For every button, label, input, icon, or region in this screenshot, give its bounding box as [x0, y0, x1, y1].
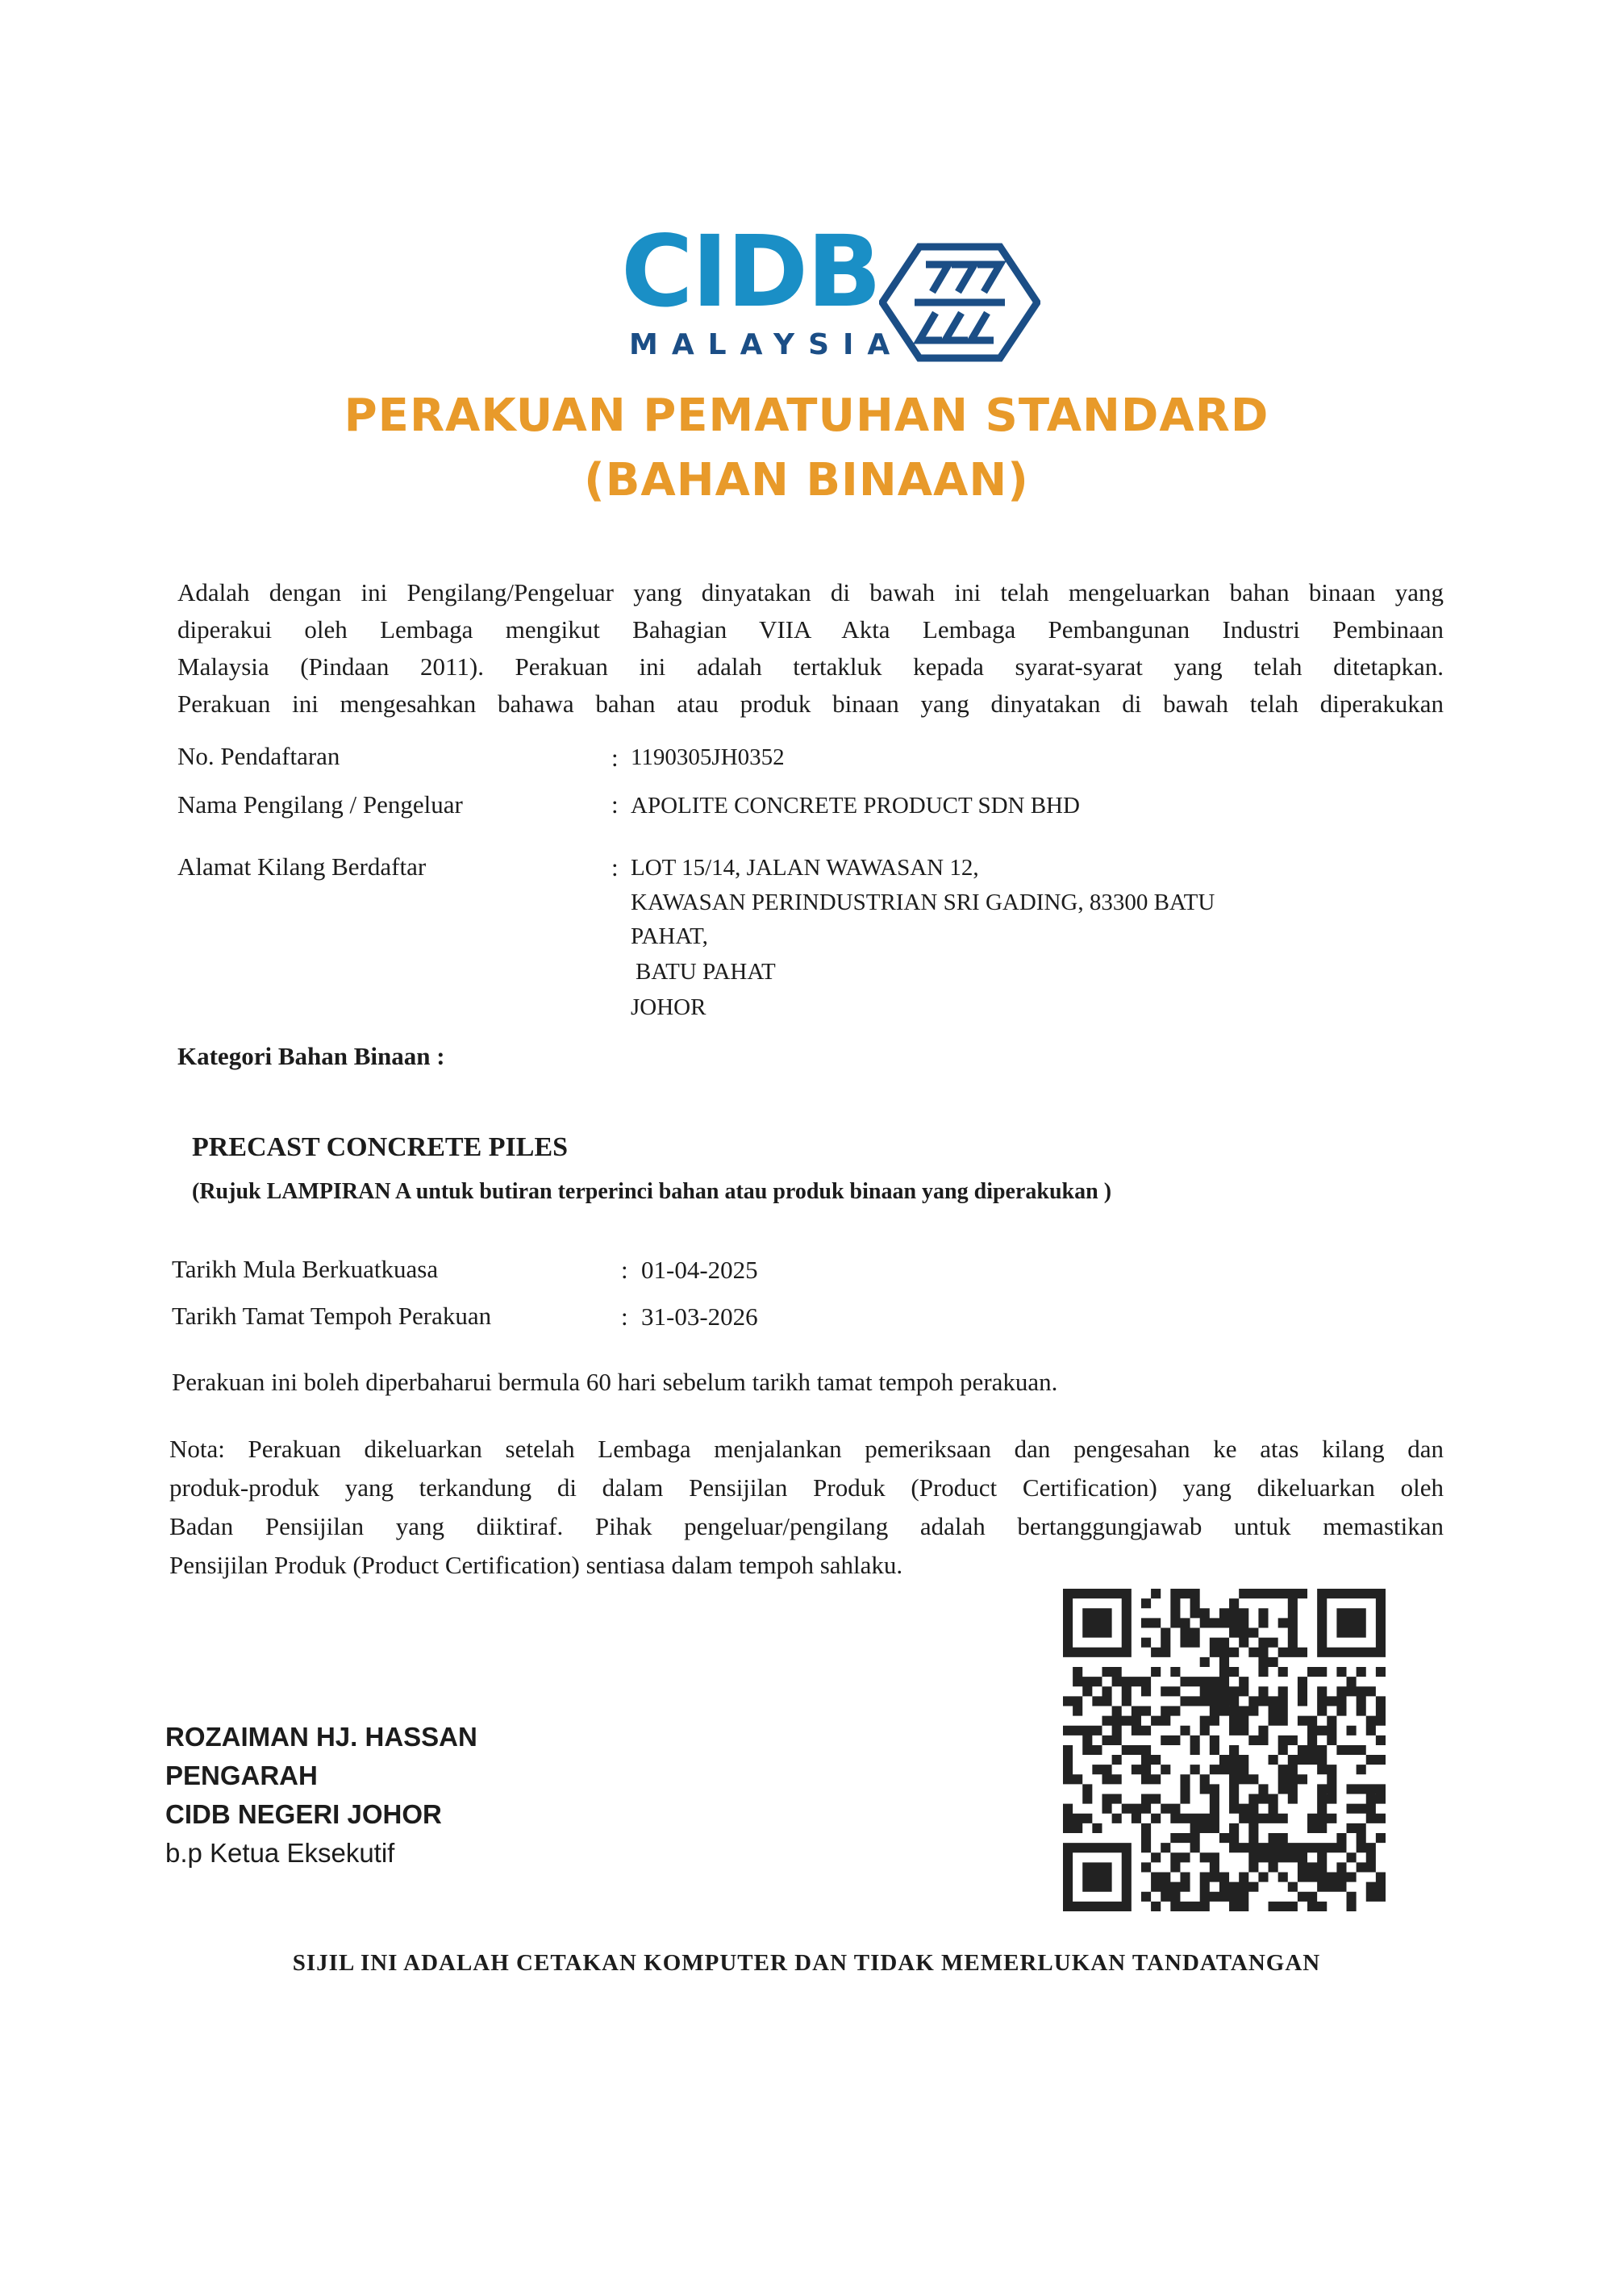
registration-colon: : [611, 744, 619, 772]
end-date-label: Tarikh Tamat Tempoh Perakuan [172, 1302, 492, 1330]
address-line-5: JOHOR [631, 994, 706, 1020]
registration-label: No. Pendaftaran [177, 742, 340, 770]
nota-line-2: produk-produk yang terkandung di dalam Pensijilan Produk (Product Certification) yang dikeluarkan oleh [169, 1473, 1444, 1502]
intro-line-3: Malaysia (Pindaan 2011). Perakuan ini adalah tertakluk kepada syarat-syarat yang telah ditetapkan. [177, 652, 1444, 681]
cidb-logo [621, 215, 1057, 371]
address-line-4: BATU PAHAT [636, 959, 776, 985]
signatory-name: ROZAIMAN HJ. HASSAN [165, 1722, 477, 1752]
signatory-on-behalf: b.p Ketua Eksekutif [165, 1838, 395, 1868]
nota-line-3: Badan Pensijilan yang diiktiraf. Pihak pengeluar/pengilang adalah bertanggungjawab untuk memastikan [169, 1512, 1444, 1540]
qr-code-graphic [1063, 1589, 1386, 1911]
footer-statement: SIJIL INI ADALAH CETAKAN KOMPUTER DAN TIDAK MEMERLUKAN TANDATANGAN [292, 1950, 1321, 1976]
intro-line-1: Adalah dengan ini Pengilang/Pengeluar yang dinyatakan di bawah ini telah mengeluarkan bahan binaan yang [177, 578, 1444, 606]
qr-code-icon [1063, 1589, 1386, 1911]
logo-country-text: MALAYSIA [629, 328, 904, 361]
start-date-label: Tarikh Mula Berkuatkuasa [172, 1255, 439, 1283]
manufacturer-colon: : [611, 790, 619, 819]
intro-line-2: diperakui oleh Lembaga mengikut Bahagian VIIA Akta Lembaga Pembangunan Industri Pembinaan [177, 615, 1444, 644]
end-date-colon: : [621, 1302, 628, 1331]
nota-line-1: Nota: Perakuan dikeluarkan setelah Lembaga menjalankan pemeriksaan dan pengesahan ke atas kilang dan [169, 1435, 1444, 1463]
address-line-3: PAHAT, [631, 923, 708, 949]
address-label: Alamat Kilang Berdaftar [177, 852, 427, 881]
certificate-title: PERAKUAN PEMATUHAN STANDARD [344, 390, 1269, 442]
signatory-office: CIDB NEGERI JOHOR [165, 1799, 442, 1829]
registration-value: 1190305JH0352 [631, 744, 785, 770]
logo-brand-text: CIDB [621, 215, 881, 329]
renewal-statement: Perakuan ini boleh diperbaharui bermula 60 hari sebelum tarikh tamat tempoh perakuan. [172, 1368, 1058, 1396]
manufacturer-value: APOLITE CONCRETE PRODUCT SDN BHD [631, 793, 1080, 819]
category-label: Kategori Bahan Binaan : [177, 1042, 445, 1070]
manufacturer-label: Nama Pengilang / Pengeluar [177, 790, 463, 819]
product-category: PRECAST CONCRETE PILES [192, 1132, 569, 1162]
cidb-hexagon-mark-icon [879, 242, 1040, 363]
certificate-subtitle: (BAHAN BINAAN) [584, 454, 1029, 506]
signatory-position: PENGARAH [165, 1761, 318, 1790]
start-date-value: 01-04-2025 [641, 1256, 758, 1284]
intro-line-4: Perakuan ini mengesahkan bahawa bahan atau produk binaan yang dinyatakan di bawah telah diperakukan [177, 690, 1444, 718]
address-line-1: LOT 15/14, JALAN WAWASAN 12, [631, 855, 979, 881]
nota-line-4: Pensijilan Produk (Product Certification) sentiasa dalam tempoh sahlaku. [169, 1551, 903, 1579]
category-note: (Rujuk LAMPIRAN A untuk butiran terperinci bahan atau produk binaan yang diperakukan ) [192, 1179, 1112, 1204]
address-colon: : [611, 853, 619, 881]
address-line-2: KAWASAN PERINDUSTRIAN SRI GADING, 83300 BATU [631, 890, 1215, 915]
start-date-colon: : [621, 1256, 628, 1284]
end-date-value: 31-03-2026 [641, 1302, 758, 1331]
